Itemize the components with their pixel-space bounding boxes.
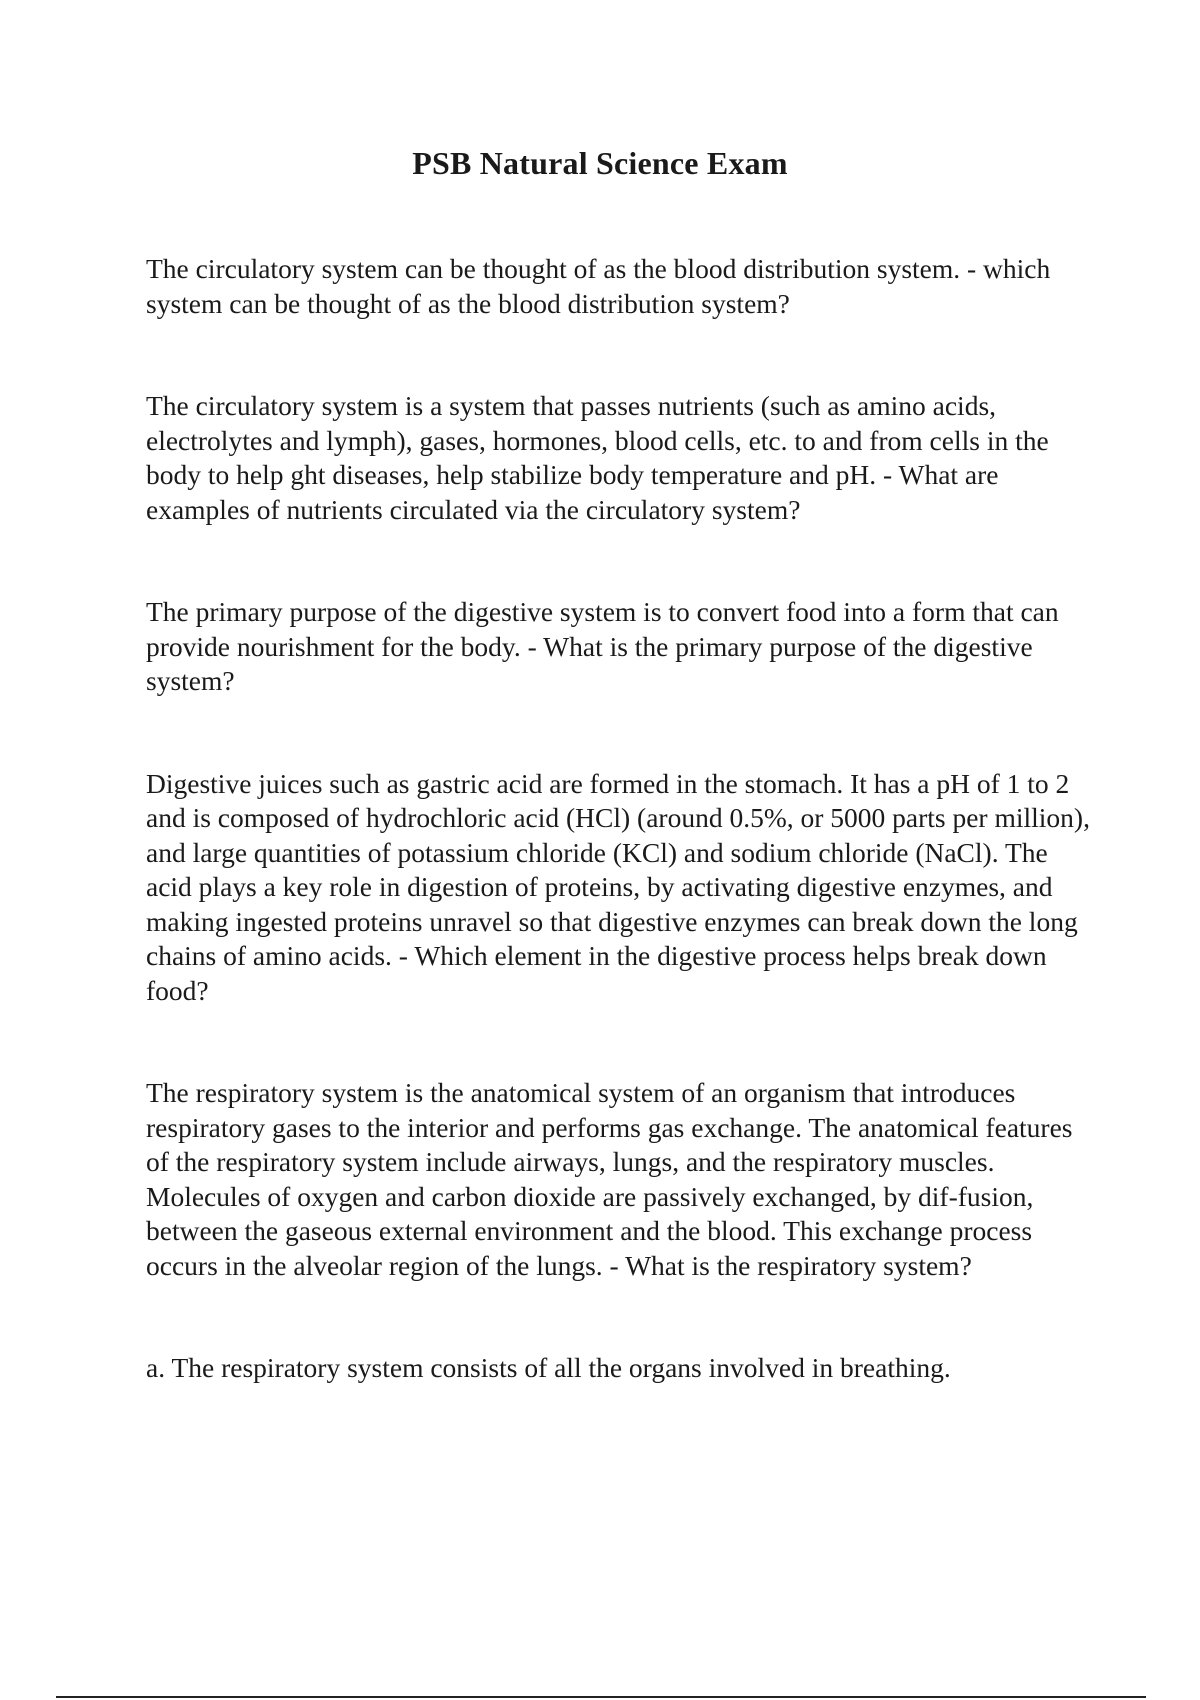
- paragraph-digestive-juices: Digestive juices such as gastric acid are formed in the stomach. It has a pH of 1 to 2 and is composed of hydrochloric acid (HCl) (around 0.5%, or 5000 parts per million), and large quantities of potassium chloride (KCl) and sodium chloride (NaCl). The acid plays a key role in digestion of proteins, by activating digestive enzymes, and making ingested proteins unravel so that digestive enzymes can break down the long chains of amino acids. - Which element in the digestive process helps break down food?: [146, 767, 1090, 1006]
- document-body: [146, 252, 1096, 1386]
- paragraph-respiratory-system: The respiratory system is the anatomical system of an organism that introduces respiratory gases to the interior and performs gas exchange. The anatomical features of the respiratory system include airways, lungs, and the respiratory muscles. Molecules of oxygen and carbon dioxide are passively exchanged, by dif-fusion, between the gaseous external environment and the blood. This exchange process occurs in the alveolar region of the lungs. - What is the respiratory system?: [146, 1077, 1073, 1281]
- paragraph-answer-option-a: a. The respiratory system consists of all the organs involved in breathing.: [146, 1352, 951, 1383]
- paragraph-circulatory-nutrients: The circulatory system is a system that passes nutrients (such as amino acids, electrolytes and lymph), gases, hormones, blood cells, etc. to and from cells in the body to help ght diseases, help stabilize body temperature and pH. - What are examples of nutrients circulated via the circulatory system?: [146, 390, 1049, 525]
- paragraph-digestive-purpose: The primary purpose of the digestive system is to convert food into a form that can provide nourishment for the body. - What is the primary purpose of the digestive system?: [146, 596, 1059, 696]
- page-title: PSB Natural Science Exam: [412, 145, 788, 181]
- footer-divider: [56, 1696, 1146, 1698]
- paragraph-circulatory-definition: The circulatory system can be thought of as the blood distribution system. - which system can be thought of as the blood distribution system?: [146, 253, 1051, 319]
